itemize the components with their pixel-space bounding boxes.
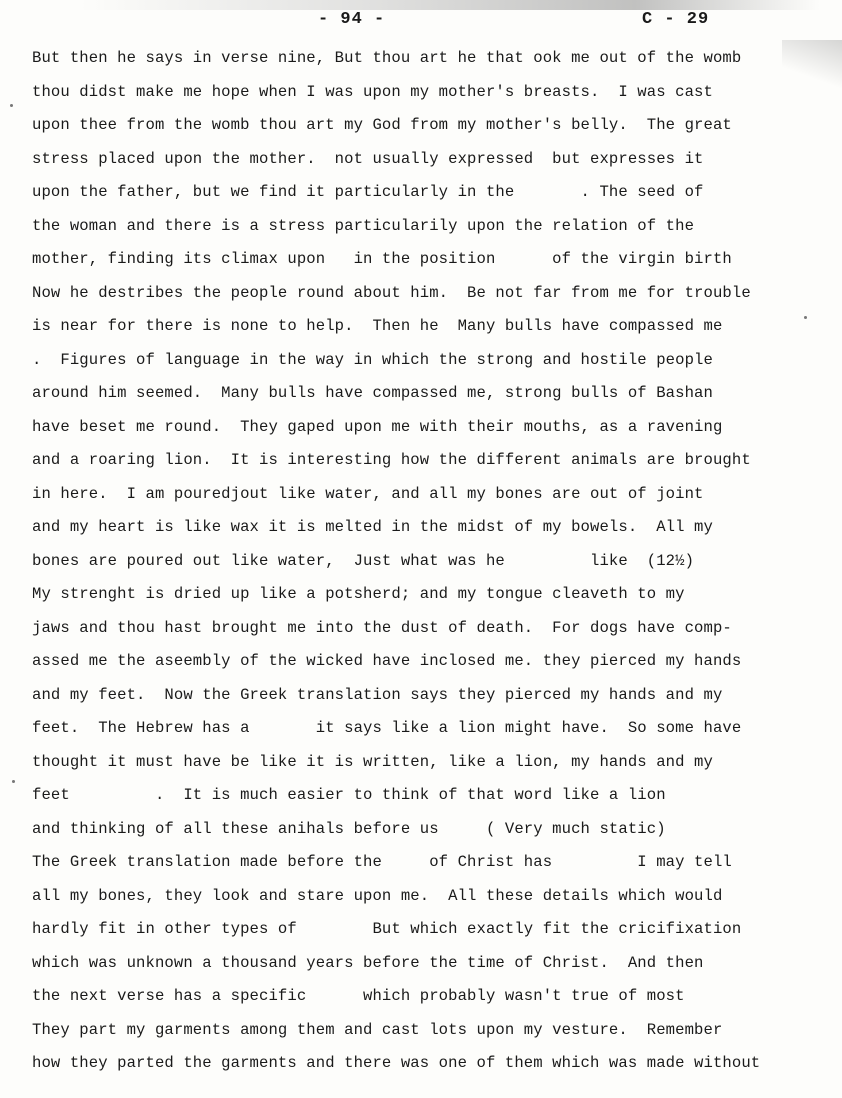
text-line: But then he says in verse nine, But thou art he that ook me out of the womb [32, 49, 742, 67]
text-line: feet. The Hebrew has a it says like a lion might have. So some have [32, 719, 742, 737]
page-number: - 94 - [318, 10, 386, 29]
text-line: have beset me round. They gaped upon me with their mouths, as a ravening [32, 417, 723, 436]
text-line: the woman and there is a stress particularily upon the relation of the [32, 216, 695, 235]
text-line: jaws and thou hast brought me into the dust of death. For dogs have comp- [32, 618, 732, 637]
text-line: how they parted the garments and there was one of them which was made without [32, 1054, 761, 1072]
text-line: is near for there is none to help. Then he Many bulls have compassed me [32, 317, 723, 335]
transcript-body [32, 42, 812, 1081]
text-line: and thinking of all these anihals before us ( Very much static) [32, 819, 666, 838]
text-line: feet . It is much easier to think of that word like a lion [32, 786, 666, 804]
text-line: and a roaring lion. It is interesting how the different animals are brought [32, 451, 751, 469]
text-line: bones are poured out like water, Just what was he like (12½) [32, 551, 695, 570]
text-line: Now he destribes the people round about him. Be not far from me for trouble [32, 283, 751, 302]
text-line: upon thee from the womb thou art my God from my mother's belly. The great [32, 116, 732, 134]
text-line: around him seemed. Many bulls have compassed me, strong bulls of Bashan [32, 384, 713, 402]
text-line: the next verse has a specific which probably wasn't true of most [32, 987, 685, 1005]
scan-smudge [80, 0, 820, 10]
text-line: which was unknown a thousand years before the time of Christ. And then [32, 953, 704, 972]
text-line: mother, finding its climax upon in the position of the virgin birth [32, 250, 732, 268]
text-line: and my heart is like wax it is melted in the midst of my bowels. All my [32, 518, 713, 536]
page-code: C - 29 [642, 10, 710, 29]
text-line: and my feet. Now the Greek translation says they pierced my hands and my [32, 685, 723, 704]
text-line: all my bones, they look and stare upon me. All these details which would [32, 886, 723, 905]
text-line: in here. I am pouredjout like water, and all my bones are out of joint [32, 484, 704, 503]
text-line: They part my garments among them and cast lots upon my vesture. Remember [32, 1020, 723, 1039]
text-line: . Figures of language in the way in which the strong and hostile people [32, 350, 713, 369]
text-line: thou didst make me hope when I was upon my mother's breasts. I was cast [32, 82, 713, 101]
text-line: My strenght is dried up like a potsherd; and my tongue cleaveth to my [32, 585, 685, 603]
margin-mark [12, 780, 15, 783]
text-line: upon the father, but we find it particularly in the . The seed of [32, 183, 704, 201]
margin-mark [10, 104, 13, 107]
text-line: stress placed upon the mother. not usually expressed but expresses it [32, 149, 704, 168]
text-line: The Greek translation made before the of Christ has I may tell [32, 853, 732, 871]
text-line: hardly fit in other types of But which exactly fit the cricifixation [32, 920, 742, 938]
text-line: assed me the aseembly of the wicked have inclosed me. they pierced my hands [32, 652, 742, 670]
text-line: thought it must have be like it is written, like a lion, my hands and my [32, 752, 713, 771]
